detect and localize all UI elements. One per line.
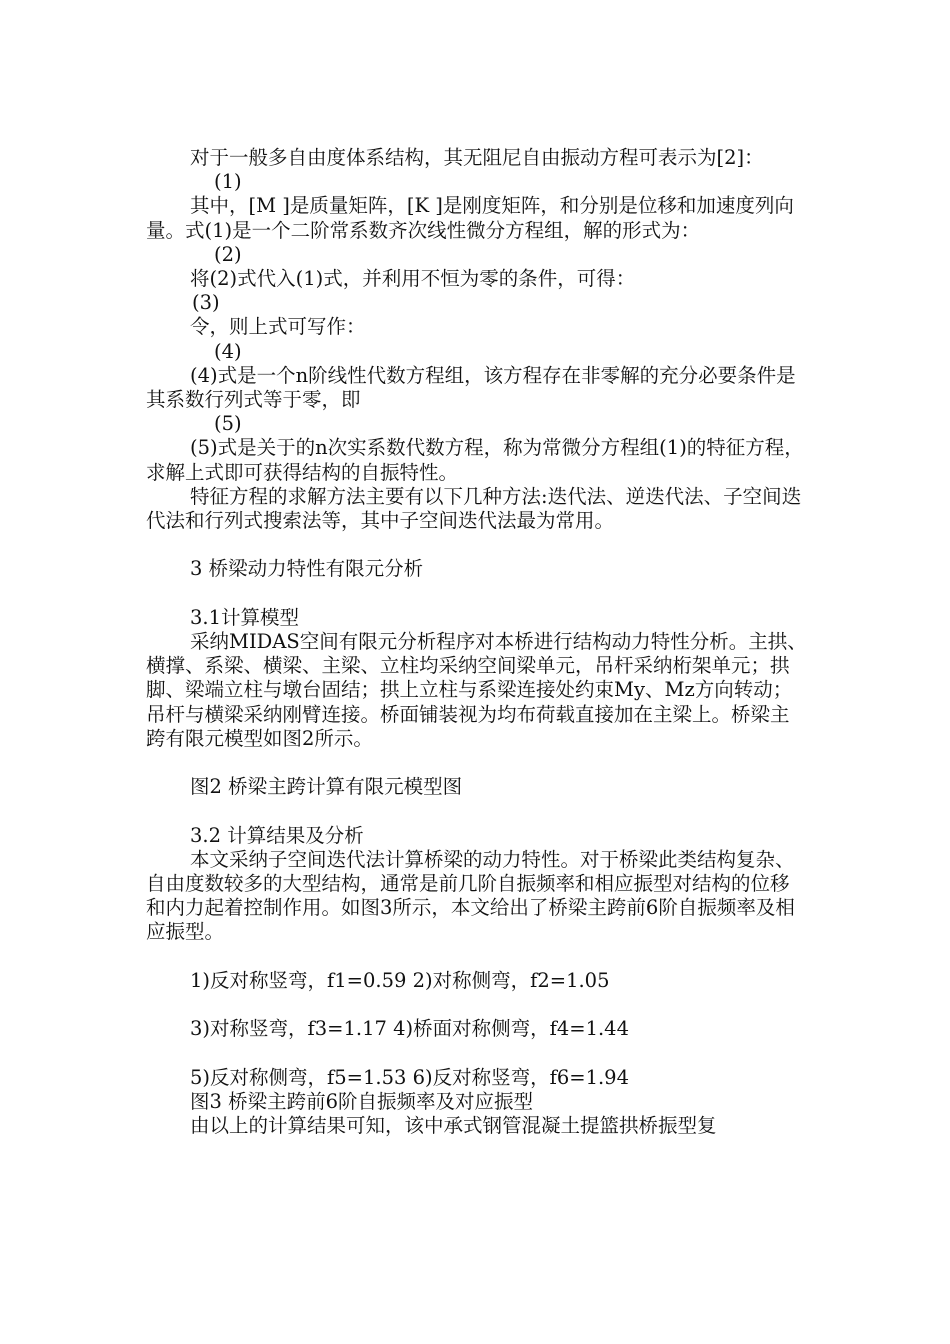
subsection-heading-3-1: 3.1计算模型 [190,605,300,629]
paragraph-equation-intro: 对于一般多自由度体系结构，其无阻尼自由振动方程可表示为[2]： [190,146,764,169]
equation-number-5: (5) [214,412,242,436]
equation-number-4: (4) [214,339,242,363]
equation-number-3: (3) [192,291,220,315]
modes-line-2: 3)对称竖弯，f3=1.17 4)桥面对称侧弯，f4=1.44 [190,1017,629,1041]
spacer [146,582,808,606]
spacer [146,751,808,775]
equation-number-1: (1) [214,170,242,194]
modes-line-3: 5)反对称侧弯，f5=1.53 6)反对称竖弯，f6=1.94 [190,1065,629,1089]
spacer [146,1041,808,1065]
equation-number-2: (2) [214,242,242,266]
modes-line-1: 1)反对称竖弯，f1=0.59 2)对称侧弯，f2=1.05 [190,968,610,992]
figure-3-caption: 图3 桥梁主跨前6阶自振频率及对应振型 [190,1089,534,1113]
document-page [146,146,808,1138]
spacer [146,993,808,1017]
paragraph-results: 本文采纳子空间迭代法计算桥梁的动力特性。对于桥梁此类结构复杂、自由度数较多的大型结构，通常是前几阶自振频率和相应振型对结构的位移和内力起着控制作用。如图3所示，本文给出了桥梁主跨前6阶自振频率及相应振型。 [146,847,795,944]
paragraph-model: 采纳MIDAS空间有限元分析程序对本桥进行结构动力特性分析。主拱、横撑、系梁、横梁、主梁、立柱均采纳空间梁单元，吊杆采纳桁架单元；拱脚、梁端立柱与墩台固结；拱上立柱与系梁连接处约束My、Mz方向转动；吊杆与横梁采纳刚臂连接。桥面铺装视为均布荷载直接加在主梁上。桥梁主跨有限元模型如图2所示。 [146,630,807,750]
figure-2-caption: 图2 桥梁主跨计算有限元模型图 [190,775,463,799]
paragraph-let: 令，则上式可写作： [190,315,366,339]
paragraph-linear-system: (4)式是一个n阶线性代数方程组，该方程存在非零解的充分必要条件是其系数行列式等于零，即 [146,363,796,412]
section-heading-3: 3 桥梁动力特性有限元分析 [190,557,424,581]
paragraph-matrices: 其中，[M ]是质量矩阵，[K ]是刚度矩阵，和分别是位移和加速度列向量。式(1)是一个二阶常系数齐次线性微分方程组，解的形式为： [146,194,794,242]
subsection-heading-3-2: 3.2 计算结果及分析 [190,823,364,847]
paragraph-solution-methods: 特征方程的求解方法主要有以下几种方法:迭代法、逆迭代法、子空间迭代法和行列式搜索法等，其中子空间迭代法最为常用。 [146,484,802,533]
paragraph-characteristic-equation: (5)式是关于的n次实系数代数方程，称为常微分方程组(1)的特征方程，求解上式即可获得结构的自振特性。 [146,436,804,484]
paragraph-conclusion: 由以上的计算结果可知，该中承式钢管混凝土提篮拱桥振型复 [190,1114,717,1138]
spacer [146,945,808,969]
spacer [146,533,808,557]
paragraph-substitution: 将(2)式代入(1)式，并利用不恒为零的条件，可得： [190,267,636,291]
spacer [146,799,808,823]
